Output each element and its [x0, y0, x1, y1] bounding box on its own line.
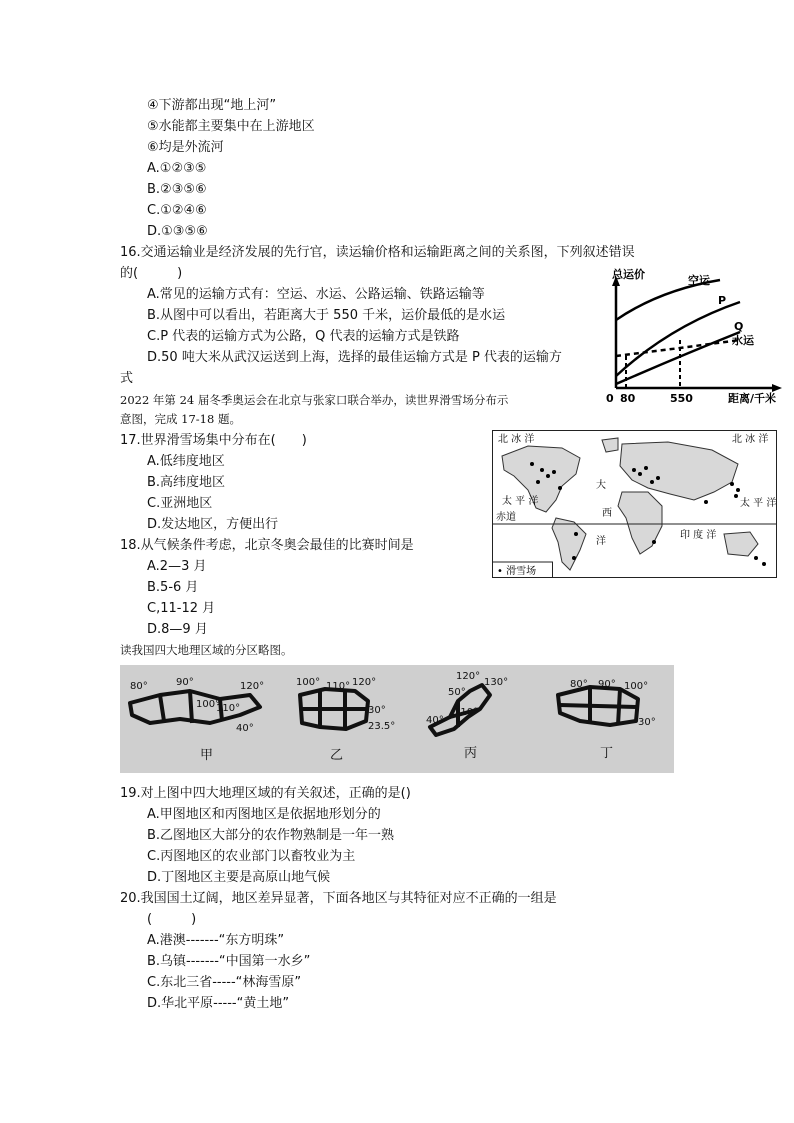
q20-option-b: B.乌镇-------“中国第一水乡” [147, 954, 311, 969]
jia-tick-80: 80° [130, 681, 148, 692]
q18-option-a: A.2—3 月 [147, 559, 207, 574]
bing-tick-50: 50° [448, 687, 466, 698]
q17-option-b: B.高纬度地区 [147, 475, 226, 490]
q16-option-d-line2: 式 [120, 371, 134, 386]
q20-stem: 20.我国国土辽阔，地区差异显著，下面各地区与其特征对应不正确的一组是 [120, 891, 557, 906]
q15-option-d: D.①③⑤⑥ [147, 224, 208, 239]
series-line-water [616, 340, 740, 356]
series-line-q [616, 332, 740, 384]
x-tick-80: 80 [620, 392, 636, 405]
q16-option-c: C.P 代表的运输方式为公路，Q 代表的运输方式是铁路 [147, 329, 460, 344]
region-label-ding: 丁 [600, 746, 614, 761]
q19-option-d: D.丁图地区主要是高原山地气候 [147, 870, 331, 885]
region-label-bing: 丙 [464, 746, 478, 761]
q20-option-d: D.华北平原-----“黄土地” [147, 996, 290, 1011]
q17-option-a: A.低纬度地区 [147, 454, 225, 469]
bing-tick-120: 120° [456, 671, 481, 682]
world-ski-map [492, 430, 777, 578]
q18-stem: 18.从气候条件考虑，北京冬奥会最佳的比赛时间是 [120, 538, 414, 553]
intro-17-18-line1: 2022 年第 24 届冬季奥运会在北京与张家口联合举办，读世界滑雪场分布示 [120, 393, 509, 407]
q15-option-b: B.②③⑤⑥ [147, 182, 207, 197]
q15-item-5: ⑤水能都主要集中在上游地区 [147, 119, 315, 134]
q15-item-4: ④下游都出现“地上河” [147, 98, 277, 113]
q19-option-b: B.乙图地区大部分的农作物熟制是一年一熟 [147, 828, 395, 843]
q15-option-c: C.①②④⑥ [147, 203, 207, 218]
four-regions-figure [120, 665, 674, 773]
q17-option-d: D.发达地区，方便出行 [147, 517, 279, 532]
q17-option-c: C.亚洲地区 [147, 496, 213, 511]
ding-tick-30: 30° [638, 717, 656, 728]
jia-tick-110: 110° [216, 703, 241, 714]
jia-tick-90: 90° [176, 677, 194, 688]
label-arctic-right: 北 冰 洋 [732, 434, 769, 445]
ding-tick-90: 90° [598, 679, 616, 690]
label-xi: 西 [602, 508, 612, 519]
legend-water: 水运 [732, 334, 754, 347]
q18-option-d: D.8—9 月 [147, 622, 208, 637]
q16-option-d-line1: D.50 吨大米从武汉运送到上海，选择的最佳运输方式是 P 代表的运输方 [147, 350, 562, 365]
label-da: 大 [596, 480, 606, 491]
q17-stem: 17.世界滑雪场集中分布在( ) [120, 433, 307, 448]
q16-option-b: B.从图中可以看出，若距离大于 550 千米，运价最低的是水运 [147, 308, 506, 323]
label-pacific-left: 太 平 洋 [502, 496, 539, 507]
q20-option-c: C.东北三省-----“林海雪原” [147, 975, 302, 990]
bing-tick-40: 40° [426, 715, 444, 726]
x-tick-550: 550 [670, 392, 693, 405]
q18-option-c: C,11-12 月 [147, 601, 216, 616]
q15-option-a: A.①②③⑤ [147, 161, 207, 176]
legend-air: 空运 [688, 274, 710, 287]
label-indian-ocean: 印 度 洋 [680, 530, 717, 541]
jia-tick-100: 100° [196, 699, 221, 710]
y-axis-label: 总运价 [612, 268, 645, 281]
label-yang: 洋 [596, 536, 606, 547]
yi-tick-110: 110° [326, 681, 351, 692]
q19-option-a: A.甲图地区和丙图地区是依据地形划分的 [147, 807, 381, 822]
label-pacific-right: 太 平 洋 [740, 498, 777, 509]
jia-tick-40: 40° [236, 723, 254, 734]
q16-option-a: A.常见的运输方式有：空运、水运、公路运输、铁路运输等 [147, 287, 485, 302]
q20-option-a: A.港澳-------“东方明珠” [147, 933, 285, 948]
region-label-yi: 乙 [330, 748, 344, 763]
intro-19: 读我国四大地理区域的分区略图。 [120, 643, 293, 657]
bing-tick-130: 130° [484, 677, 509, 688]
x-axis-label: 距离/千米 [728, 392, 777, 405]
q16-stem-line2: 的( ) [120, 266, 183, 281]
bing-tick-110: 110° [454, 707, 479, 718]
x-axis-arrow [772, 384, 782, 392]
intro-17-18-line2: 意图，完成 17-18 题。 [120, 412, 241, 426]
transport-cost-chart [600, 266, 790, 408]
region-label-jia: 甲 [200, 748, 214, 763]
q16-stem-line1: 16.交通运输业是经济发展的先行官，读运输价格和运输距离之间的关系图，下列叙述错误 [120, 245, 635, 260]
label-equator: 赤道 [496, 512, 516, 523]
yi-tick-120: 120° [352, 677, 377, 688]
legend-q: Q [734, 320, 744, 333]
q18-option-b: B.5-6 月 [147, 580, 199, 595]
map-legend: • 滑雪场 [497, 566, 537, 577]
yi-tick-100: 100° [296, 677, 321, 688]
yi-tick-23-5: 23.5° [368, 721, 396, 732]
jia-tick-120: 120° [240, 681, 265, 692]
yi-tick-30: 30° [368, 705, 386, 716]
x-tick-0: 0 [606, 392, 614, 405]
q15-item-6: ⑥均是外流河 [147, 140, 224, 155]
ding-tick-100: 100° [624, 681, 649, 692]
ding-tick-80: 80° [570, 679, 588, 690]
legend-p: P [718, 294, 727, 307]
q20-paren: ( ) [147, 912, 197, 927]
q19-option-c: C.丙图地区的农业部门以畜牧业为主 [147, 849, 356, 864]
label-arctic-left: 北 冰 洋 [498, 434, 535, 445]
q19-stem: 19.对上图中四大地理区域的有关叙述，正确的是() [120, 786, 411, 801]
